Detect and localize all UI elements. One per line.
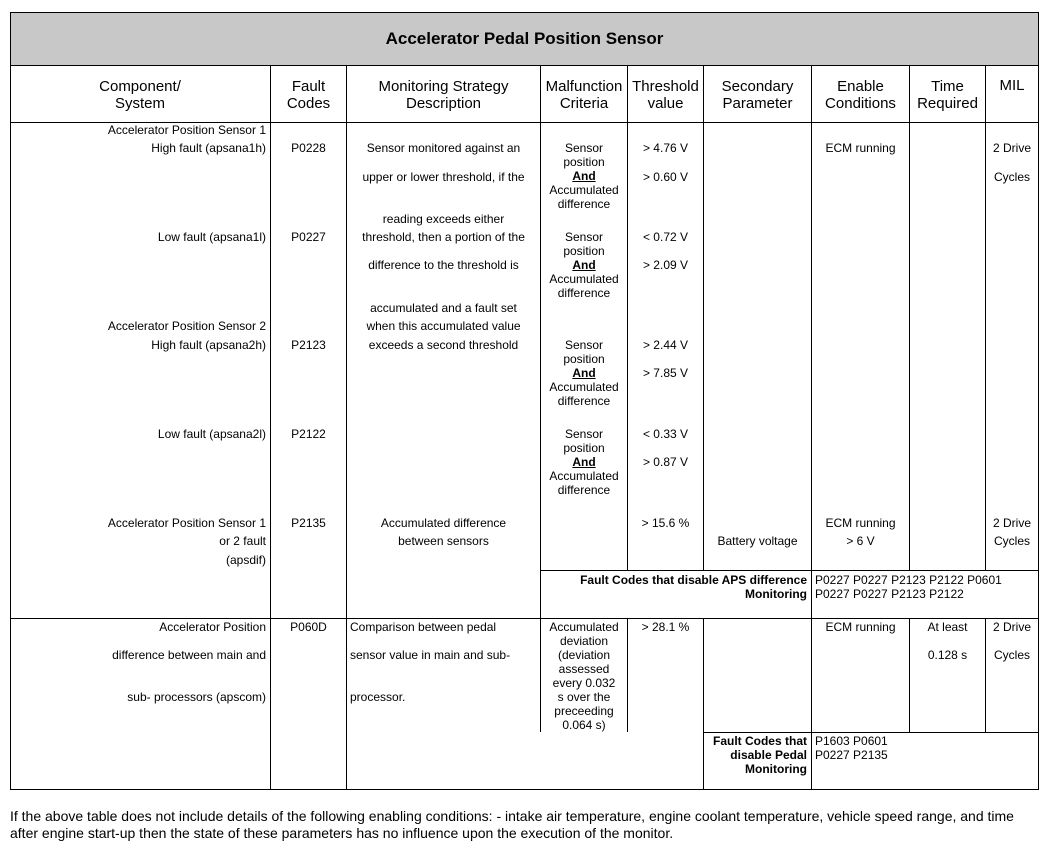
strategy-text: threshold, then a portion of the: [362, 230, 525, 244]
fault-code: P0228: [291, 141, 326, 155]
strategy-text: accumulated and a fault set: [370, 301, 517, 315]
enable-condition: ECM running: [825, 141, 896, 155]
header-threshold: Threshold value: [632, 77, 699, 112]
strategy-text: difference to the threshold is: [368, 258, 519, 272]
block-divider: [10, 618, 1039, 619]
table-border-bottom: [10, 789, 1039, 790]
strategy-text: sensor value in main and sub-: [350, 648, 511, 662]
component-label: Low fault (apsana2l): [157, 427, 266, 441]
strategy-text: between sensors: [398, 534, 489, 548]
threshold-value: > 4.76 V: [642, 141, 689, 155]
disable-label: Monitoring: [745, 587, 807, 601]
disable-codes: P1603 P0601: [815, 734, 888, 748]
strategy-text: Sensor monitored against an: [366, 141, 521, 155]
strategy-text: Accumulated difference: [380, 516, 507, 530]
disable-label: Monitoring: [745, 762, 807, 776]
header-mil: MIL: [999, 77, 1025, 94]
strategy-text: upper or lower threshold, if the: [362, 170, 525, 184]
enable-condition: ECM running: [825, 620, 896, 634]
col-divider: [270, 122, 271, 618]
time-required: At least: [927, 620, 968, 634]
col-divider: [627, 618, 628, 732]
threshold-value: > 0.87 V: [642, 455, 689, 469]
header-time: Time Required: [917, 77, 978, 112]
col-divider: [909, 618, 910, 732]
component-label: Low fault (apsana1l): [157, 230, 266, 244]
strategy-text: when this accumulated value: [366, 319, 521, 333]
header-component: Component/ System: [99, 77, 181, 112]
threshold-value: < 0.72 V: [642, 230, 689, 244]
threshold-value: > 2.09 V: [642, 258, 689, 272]
component-label: Accelerator Position Sensor 2: [107, 319, 266, 333]
disable-label: Fault Codes that disable APS difference: [580, 573, 807, 587]
component-label: High fault (apsana2h): [151, 338, 266, 352]
disable-row-divider: [540, 570, 1039, 571]
col-divider: [346, 618, 347, 790]
threshold-value: < 0.33 V: [642, 427, 689, 441]
component-label: Accelerator Position Sensor 1: [107, 123, 266, 137]
header-enable: Enable Conditions: [825, 77, 896, 112]
table-border-right: [1038, 66, 1039, 790]
fault-code: P2135: [291, 516, 326, 530]
threshold-value: > 15.6 %: [641, 516, 690, 530]
mil-value: 2 Drive: [992, 141, 1031, 155]
component-label: (apsdif): [225, 553, 266, 567]
fault-code: P0227: [291, 230, 326, 244]
secondary-parameter: Battery voltage: [717, 534, 798, 548]
footnote: If the above table does not include details of the following enabling conditions: - intake air temperature, engine coolant temperature, vehicle speed range, and time after engine start-up then the state of these parameters has no influence upon the execution of the monitor.: [10, 808, 1014, 841]
header-fault-codes: Fault Codes: [286, 77, 331, 112]
component-label: sub- processors (apscom): [127, 690, 266, 704]
strategy-text: reading exceeds either: [382, 212, 505, 226]
component-label: or 2 fault: [219, 534, 266, 548]
col-divider: [270, 618, 271, 790]
threshold-value: > 7.85 V: [642, 366, 689, 380]
header-criteria: Malfunction Criteria: [545, 77, 623, 112]
fault-code: P060D: [290, 620, 327, 634]
header-secondary: Secondary Parameter: [721, 77, 794, 112]
strategy-text: exceeds a second threshold: [368, 338, 519, 352]
criteria-group: Sensor position And Accumulated difference: [549, 141, 619, 211]
criteria-group: Accumulated deviation (deviation assessed every 0.032 s over the preceeding 0.064 s): [549, 620, 619, 732]
enable-condition: > 6 V: [846, 534, 875, 548]
col-divider: [909, 122, 910, 570]
strategy-text: Comparison between pedal: [350, 620, 497, 634]
criteria-group: Sensor position And Accumulated difference: [549, 427, 619, 497]
strategy-text: processor.: [350, 690, 406, 704]
component-label: difference between main and: [112, 648, 266, 662]
mil-value: Cycles: [993, 648, 1030, 662]
criteria-group: Sensor position And Accumulated difference: [549, 230, 619, 300]
criteria-group: Sensor position And Accumulated difference: [549, 338, 619, 408]
mil-value: Cycles: [993, 170, 1030, 184]
time-required: 0.128 s: [927, 648, 968, 662]
col-divider: [985, 122, 986, 570]
component-label: High fault (apsana1h): [151, 141, 266, 155]
threshold-value: > 2.44 V: [642, 338, 689, 352]
disable-codes: P0227 P0227 P2123 P2122: [815, 587, 964, 601]
page-title: Accelerator Pedal Position Sensor: [385, 29, 664, 48]
component-label: Accelerator Position Sensor 1: [107, 516, 266, 530]
header-strategy: Monitoring Strategy Description: [378, 77, 509, 112]
col-divider: [811, 618, 812, 790]
table-border-left: [10, 66, 11, 790]
threshold-value: > 28.1 %: [641, 620, 690, 634]
disable-label: Fault Codes that: [712, 734, 807, 748]
disable-codes: P0227 P0227 P2123 P2122 P0601: [815, 573, 1002, 587]
threshold-value: > 0.60 V: [642, 170, 689, 184]
disable-row-divider: [703, 732, 1039, 733]
fault-code: P2122: [291, 427, 326, 441]
col-divider: [703, 122, 704, 570]
disable-codes: P0227 P2135: [815, 748, 888, 762]
mil-value: 2 Drive: [992, 516, 1031, 530]
mil-value: Cycles: [993, 534, 1030, 548]
disable-label: disable Pedal: [730, 748, 807, 762]
col-divider: [985, 618, 986, 732]
mil-value: 2 Drive: [992, 620, 1031, 634]
component-label: Accelerator Position: [159, 620, 266, 634]
enable-condition: ECM running: [825, 516, 896, 530]
fault-code: P2123: [291, 338, 326, 352]
